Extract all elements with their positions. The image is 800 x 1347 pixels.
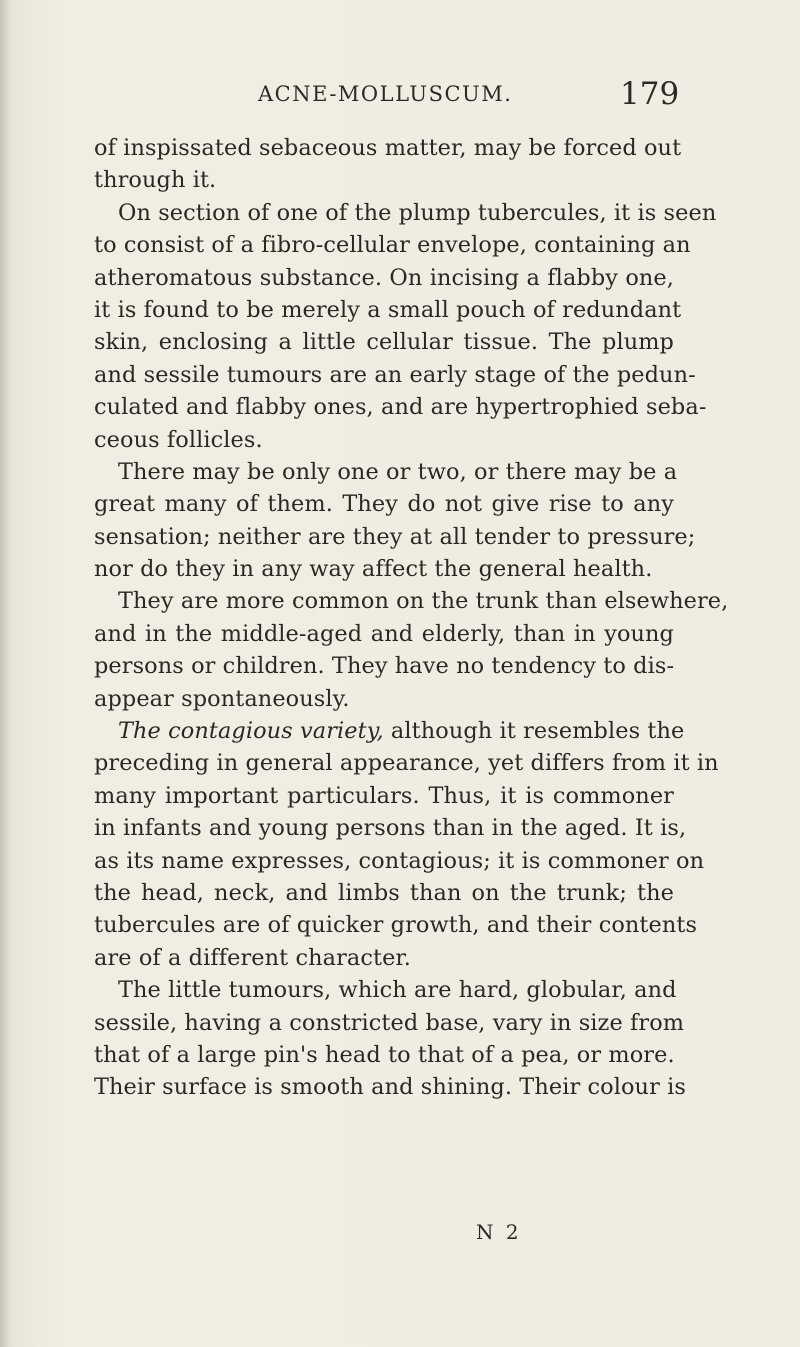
text-line: persons or children. They have no tendency to dis- [94,653,675,680]
running-head: ACNE-MOLLUSCUM. [258,82,513,106]
text-line: are of a different character. [94,944,411,971]
page-gutter-shadow [0,0,10,1347]
text-line: nor do they in any way affect the general health. [94,556,653,583]
text-line: as its name expresses, contagious; it is commoner on [94,847,705,874]
text-line: great many of them. They do not give rise to any [94,491,674,518]
text-line: There may be only one or two, or there may be a [118,458,678,485]
page-header [0,76,800,120]
text-line: ceous follicles. [94,426,263,453]
text-fragment: although it resembles the [383,718,685,745]
text-line: skin, enclosing a little cellular tissue. The plump [94,329,674,356]
body-text [94,132,729,1104]
text-line: Their surface is smooth and shining. Their colour is [94,1074,686,1101]
text-line: appear spontaneously. [94,685,350,712]
text-line: many important particulars. Thus, it is commoner [94,782,674,809]
text-line: sessile, having a constricted base, vary in size from [94,1009,685,1036]
text-line: culated and flabby ones, and are hypertrophied seba- [94,394,707,421]
text-line: the head, neck, and limbs than on the trunk; the [94,879,674,906]
text-line: preceding in general appearance, yet differs from it in [94,750,719,777]
text-line: On section of one of the plump tubercules, it is seen [118,199,717,226]
text-line: atheromatous substance. On incising a flabby one, [94,264,674,291]
text-line: tubercules are of quicker growth, and their contents [94,912,698,939]
italic-lead: The contagious variety, [118,718,384,745]
text-line: The little tumours, which are hard, globular, and [118,977,677,1004]
text-line: to consist of a fibro-cellular envelope, containing an [94,232,691,259]
text-line: that of a large pin's head to that of a pea, or more. [94,1041,675,1068]
text-line: through it. [94,167,217,194]
text-line: and in the middle-aged and elderly, than in young [94,620,674,647]
page-number: 179 [620,76,680,112]
signature-mark: N 2 [476,1220,522,1244]
text-line: it is found to be merely a small pouch of redundant [94,296,682,323]
text-line: in infants and young persons than in the aged. It is, [94,815,687,842]
text-line: of inspissated sebaceous matter, may be forced out [94,135,682,161]
text-line [94,715,685,747]
text-line: They are more common on the trunk than elsewhere, [118,588,729,615]
text-line: and sessile tumours are an early stage of the pedun- [94,361,696,388]
text-line: sensation; neither are they at all tender to pressure; [94,523,696,550]
